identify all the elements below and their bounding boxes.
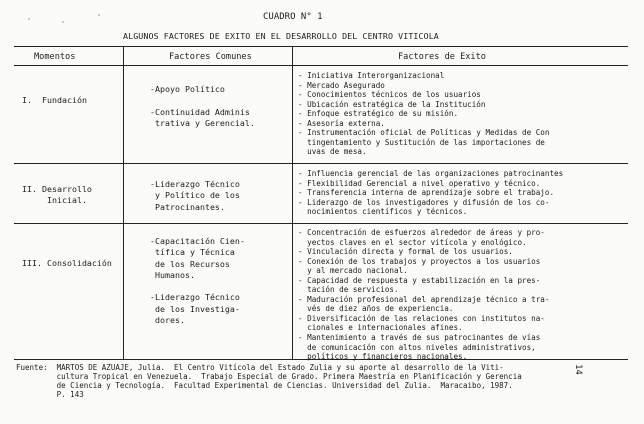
exito-fundacion: - Iniciativa Interorganizacional - Mercado Asegurado - Conocimientos técnicos de los usuarios - Ubicación estratégica de la Institución - Enfoque estratégico de su misión. - Asesoría externa. - Instrumentación oficial de Políticas y Medidas de Con tingentamiento y Sustitución de las importaciones de uvas de mesa. <box>298 71 550 157</box>
column-divider <box>123 46 124 359</box>
column-header-factores-exito: Factores de Exito <box>398 52 486 62</box>
exito-consolidacion: - Concentración de esfuerzos alrededor de áreas y pro- yectos claves en el sector vitícola y enológico. - Vinculación directa y formal de los usuarios. - Conexión de los trabajos y proyectos a los usuarios y al mercado nacional. - Capacidad de respuesta y estabilización en la pres- tación de servicios. - Maduración profesional del aprendizaje técnico a tra- vés de diez años de experiencia. - Diversificación de las relaciones con institutos na- cionales e internacionales afines. - Mantenimiento a través de sus patrocinantes de vías de comunicación con altos niveles administrativos, políticos y financieros nacionales. <box>298 228 550 362</box>
exito-desarrollo-inicial: - Influencia gerencial de las organizaciones patrocinantes - Flexibilidad Gerencial a nivel operativo y técnico. - Transferencia interna de aprendizaje sobre el trabajo. - Liderazgo de los investigadores y difusión de los co- nocimientos científicos y técnicos. <box>298 169 564 217</box>
column-header-momentos: Momentos <box>34 52 76 62</box>
scan-speck <box>98 14 100 16</box>
momento-desarrollo-inicial: II. Desarrollo Inicial. <box>22 184 92 206</box>
column-header-factores-comunes: Factores Comunes <box>169 52 252 62</box>
source-footnote: Fuente: MARTOS DE AZUAJE, Julia. El Centro Vitícola del Estado Zulia y su aporte al desarrollo de la Viti- cultura Tropical en Venezuela. Trabajo Especial de Grado. Primera Maestría en Planificación y Gerencia de Ciencia y Tecnología. Facultad Experimental de Ciencias. Universidad del Zulia. Maracaibo, 1987. P. 143 <box>16 363 522 399</box>
header-bottom-rule <box>14 65 628 66</box>
row-divider <box>14 163 628 164</box>
row-divider <box>14 223 628 224</box>
comunes-fundacion: -Apoyo Político -Continuidad Adminis trativa y Gerencial. <box>150 84 255 128</box>
comunes-desarrollo-inicial: -Liderazgo Técnico y Político de los Patrocinantes. <box>150 179 240 212</box>
table-number: CUADRO N° 1 <box>263 12 323 22</box>
scan-speck <box>28 18 30 20</box>
column-divider <box>292 46 293 359</box>
page-number: 14 <box>573 364 583 375</box>
scan-speck <box>62 21 64 23</box>
comunes-consolidacion: -Capacitación Cien- tífica y Técnica de los Recursos Humanos. -Liderazgo Técnico de los Investiga- dores. <box>150 236 245 326</box>
table-top-rule <box>14 46 628 47</box>
table-title: ALGUNOS FACTORES DE EXITO EN EL DESARROLLO DEL CENTRO VITICOLA <box>123 31 439 41</box>
momento-consolidacion: III. Consolidación <box>22 258 112 268</box>
momento-fundacion: I. Fundación <box>22 95 87 105</box>
